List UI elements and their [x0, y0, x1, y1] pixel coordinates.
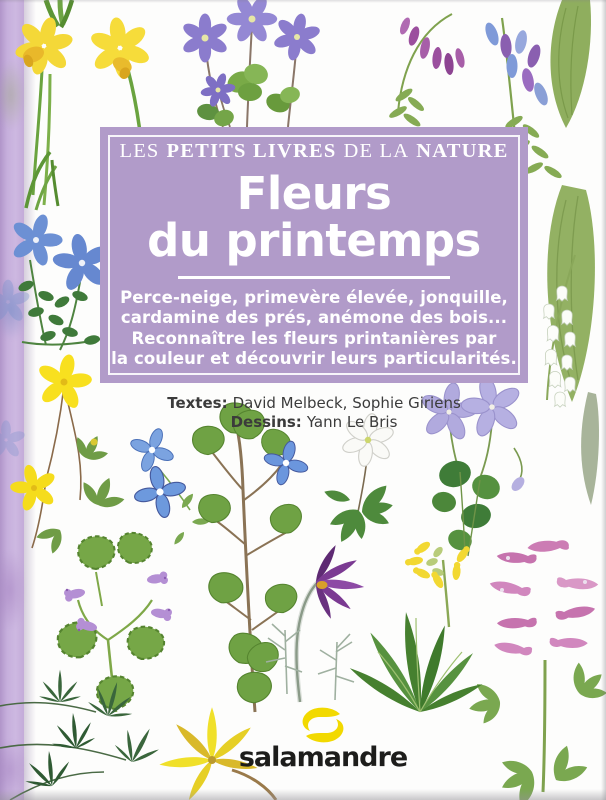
- banner-divider: [178, 276, 450, 279]
- page-edge-shadow: [0, 789, 606, 800]
- credits-authors: [100, 394, 528, 413]
- description-line: Perce-neige, primevère élevée, jonquille,: [120, 287, 508, 307]
- corydalis-illustration: [469, 540, 606, 800]
- credits: [100, 394, 528, 432]
- book-title-line2: du printemps: [147, 213, 481, 267]
- title-banner: [100, 127, 528, 383]
- collection-word: NATURE: [416, 140, 509, 162]
- credits-textes-label: Textes:: [167, 394, 228, 412]
- collection-title: [100, 140, 528, 163]
- publisher-logo: [230, 706, 416, 773]
- cover-top-edge: [0, 0, 606, 3]
- hepatica-illustration: [181, 0, 325, 129]
- book-title-line1: Fleurs: [236, 167, 392, 220]
- salamandre-logo-icon: [300, 706, 346, 744]
- description-line: cardamine des prés, anémone des bois...: [120, 308, 508, 328]
- book-title: [100, 167, 528, 267]
- banner-description: [100, 288, 528, 371]
- description-line: la couleur et découvrir leurs particularités.: [111, 349, 517, 369]
- description-line: Reconnaître les fleurs printanières par: [131, 328, 497, 348]
- credits-illustrator: [100, 413, 528, 432]
- collection-word: DE LA: [343, 140, 410, 162]
- lily-of-the-valley-top-illustration: [550, 0, 591, 128]
- collection-word: LES: [119, 140, 160, 162]
- hemp-leaves-illustration: [0, 670, 166, 800]
- lily-of-the-valley-illustration: [544, 185, 599, 505]
- credits-dessins-value: Yann Le Bris: [306, 413, 398, 431]
- credits-textes-value: David Melbeck, Sophie Giriens: [232, 394, 461, 412]
- publisher-name: salamandre: [238, 742, 408, 773]
- dock-rosette-illustration: [347, 611, 484, 716]
- credits-dessins-label: Dessins:: [230, 413, 302, 431]
- ground-ivy-illustration: [55, 528, 173, 712]
- collection-word: PETITS LIVRES: [166, 140, 337, 162]
- pasque-flower-illustration: [266, 543, 365, 702]
- cover-right-edge: [601, 0, 606, 800]
- cowslip-illustration: [404, 540, 471, 627]
